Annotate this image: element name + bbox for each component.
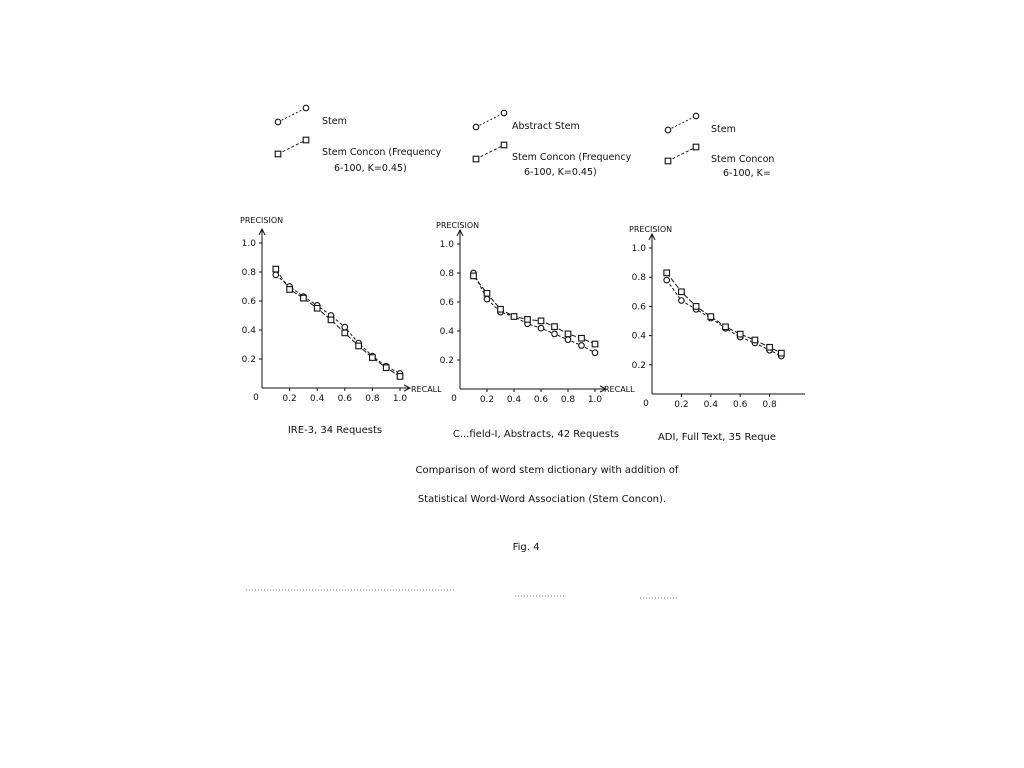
series-line-2 [474,276,596,344]
data-point-circle [579,343,585,349]
data-point-square [752,337,758,343]
legend-square-marker [501,142,507,148]
data-point-square [767,344,773,350]
legend-circle-marker [303,105,309,111]
chart-title: C...field-I, Abstracts, 42 Requests [452,429,620,440]
legend-label-cont: 6-100, K=0.45) [524,167,597,178]
data-point-square [314,305,320,311]
y-tick-label: 1.0 [439,240,454,250]
data-point-square [693,304,699,310]
legend-label: Abstract Stem [512,121,580,132]
y-tick-label: 0.6 [241,297,256,307]
data-point-square [397,374,403,380]
data-point-square [525,317,531,323]
data-point-square [511,314,517,320]
x-tick-label: 0.4 [703,400,718,410]
x-tick-label: 0.4 [310,394,325,404]
legend-line-2 [668,147,696,161]
data-point-square [552,324,558,330]
x-tick-label: 0.2 [479,395,495,405]
data-point-circle [552,331,558,337]
data-point-square [273,266,279,272]
legend-circle-marker [501,110,507,116]
y-tick-label: 0.6 [631,302,646,313]
origin-label: 0 [253,393,259,403]
data-point-circle [592,350,598,356]
legend-circle-marker [473,124,479,130]
legend-line-1 [278,108,306,122]
x-axis-label: RECALL [604,385,635,394]
legend-label: Stem [322,116,347,127]
legend-line-1 [668,116,696,130]
legend-circle-marker [275,119,281,125]
data-point-circle [565,337,571,343]
legend-line-1 [476,113,504,127]
y-tick-label: 0.6 [439,298,454,308]
figure-number: Fig. 4 [512,542,540,553]
x-tick-label: 0.8 [365,394,380,404]
data-point-circle [484,296,490,302]
y-tick-label: 1.0 [241,239,256,249]
chart-title: ADI, Full Text, 35 Reque [657,432,777,443]
data-point-square [708,314,714,320]
y-axis-label: PRECISION [436,221,480,230]
legend-square-marker [303,137,309,143]
data-point-square [328,317,334,323]
data-point-square [579,335,585,341]
y-tick-label: 0.4 [439,327,454,337]
y-tick-label: 0.2 [631,360,646,371]
chart-title: IRE-3, 34 Requests [287,425,383,436]
legend-label: Stem [711,124,736,135]
data-point-square [342,330,348,336]
legend-circle-marker [665,127,671,133]
data-point-square [484,291,490,297]
data-point-square [723,324,729,330]
y-axis-label: PRECISION [629,225,673,234]
x-tick-label: 0.8 [762,400,777,410]
x-axis-label: RECALL [411,385,442,394]
y-tick-label: 0.2 [241,355,256,365]
caption-line-2: Statistical Word-Word Association (Stem Concon). [417,494,667,505]
x-tick-label: 0.8 [560,395,576,405]
y-tick-label: 0.8 [241,268,256,278]
data-point-square [538,318,544,324]
legend-square-marker [473,156,479,162]
data-point-square [498,306,504,312]
y-tick-label: 1.0 [631,244,646,254]
legend-line-2 [278,140,306,154]
data-point-square [565,331,571,337]
data-point-square [301,295,307,301]
data-point-square [592,341,598,347]
x-tick-label: 0.2 [282,394,297,404]
legend-label: Stem Concon (Frequency [512,152,632,163]
series-line-1 [276,275,400,374]
legend-square-marker [275,151,281,157]
legend-square-marker [665,158,671,164]
data-point-square [737,331,743,337]
legend-line-2 [476,145,504,159]
legend-label: Stem Concon [711,154,775,165]
data-point-circle [664,277,670,283]
data-point-square [383,365,389,371]
data-point-square [664,270,670,276]
legend-label: Stem Concon (Frequency [322,147,442,158]
x-tick-label: 1.0 [587,395,603,405]
caption-line-1: Comparison of word stem dictionary with addition of [415,465,679,476]
data-point-square [471,273,477,279]
data-point-circle [538,325,544,331]
x-tick-label: 0.6 [337,394,352,404]
origin-label: 0 [643,399,649,409]
data-point-square [356,343,362,349]
x-tick-label: 0.6 [733,400,748,410]
data-point-circle [342,324,348,330]
y-tick-label: 0.4 [631,331,646,342]
y-tick-label: 0.8 [631,273,646,284]
series-line-2 [276,269,400,376]
series-line-2 [667,273,782,353]
origin-label: 0 [451,394,457,404]
legend-label-cont: 6-100, K=0.45) [334,163,407,174]
y-tick-label: 0.4 [241,326,256,336]
x-tick-label: 0.2 [674,400,689,410]
data-point-square [370,355,376,361]
x-tick-label: 1.0 [392,394,408,404]
data-point-square [779,350,785,356]
data-point-square [287,287,293,293]
data-point-circle [679,298,685,304]
data-point-square [679,289,685,295]
y-tick-label: 0.8 [439,269,454,279]
y-tick-label: 0.2 [439,356,454,366]
x-tick-label: 0.6 [533,395,549,405]
x-tick-label: 0.4 [506,395,522,405]
series-line-1 [474,273,596,353]
legend-label-cont: 6-100, K= [723,168,771,179]
legend-square-marker [693,144,699,150]
y-axis-label: PRECISION [240,216,284,225]
data-point-circle [273,272,279,278]
legend-circle-marker [693,113,699,119]
